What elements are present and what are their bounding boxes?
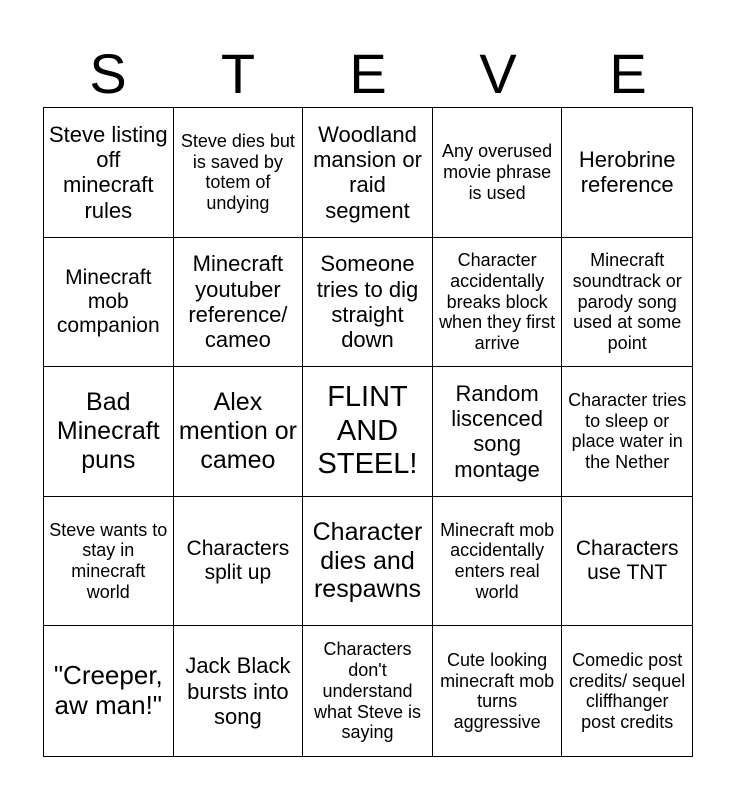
bingo-cell[interactable]: Character dies and respawns (303, 497, 433, 627)
bingo-cell[interactable]: Minecraft soundtrack or parody song used at some point (562, 238, 692, 368)
bingo-cell[interactable]: Herobrine reference (562, 108, 692, 238)
header-letter-e2: E (609, 42, 647, 105)
bingo-cell-free[interactable]: FLINT AND STEEL! (303, 367, 433, 497)
bingo-cell[interactable]: Characters split up (174, 497, 304, 627)
bingo-header (43, 42, 693, 106)
header-letter-t: T (220, 42, 256, 105)
bingo-cell[interactable]: Woodland mansion or raid segment (303, 108, 433, 238)
bingo-cell[interactable]: "Creeper, aw man!" (44, 626, 174, 756)
bingo-cell[interactable]: Minecraft youtuber reference/ cameo (174, 238, 304, 368)
bingo-cell[interactable]: Alex mention or cameo (174, 367, 304, 497)
bingo-grid (43, 107, 693, 757)
bingo-cell[interactable]: Any overused movie phrase is used (433, 108, 563, 238)
bingo-cell[interactable]: Steve wants to stay in minecraft world (44, 497, 174, 627)
bingo-cell[interactable]: Character accidentally breaks block when they first arrive (433, 238, 563, 368)
bingo-cell[interactable]: Characters don't understand what Steve is saying (303, 626, 433, 756)
bingo-cell[interactable]: Someone tries to dig straight down (303, 238, 433, 368)
bingo-cell[interactable]: Character tries to sleep or place water in the Nether (562, 367, 692, 497)
bingo-cell[interactable]: Jack Black bursts into song (174, 626, 304, 756)
bingo-cell[interactable]: Steve listing off minecraft rules (44, 108, 174, 238)
bingo-cell[interactable]: Steve dies but is saved by totem of undying (174, 108, 304, 238)
header-letter-s: S (89, 42, 127, 105)
bingo-cell[interactable]: Bad Minecraft puns (44, 367, 174, 497)
bingo-cell[interactable]: Minecraft mob companion (44, 238, 174, 368)
header-letter-e: E (349, 42, 387, 105)
header-letter-v: V (479, 42, 517, 105)
bingo-cell[interactable]: Characters use TNT (562, 497, 692, 627)
bingo-cell[interactable]: Random liscenced song montage (433, 367, 563, 497)
bingo-cell[interactable]: Comedic post credits/ sequel cliffhanger post credits (569, 649, 686, 732)
bingo-cell[interactable]: Minecraft mob accidentally enters real world (433, 497, 563, 627)
bingo-cell[interactable]: Cute looking minecraft mob turns aggressive (433, 626, 563, 756)
